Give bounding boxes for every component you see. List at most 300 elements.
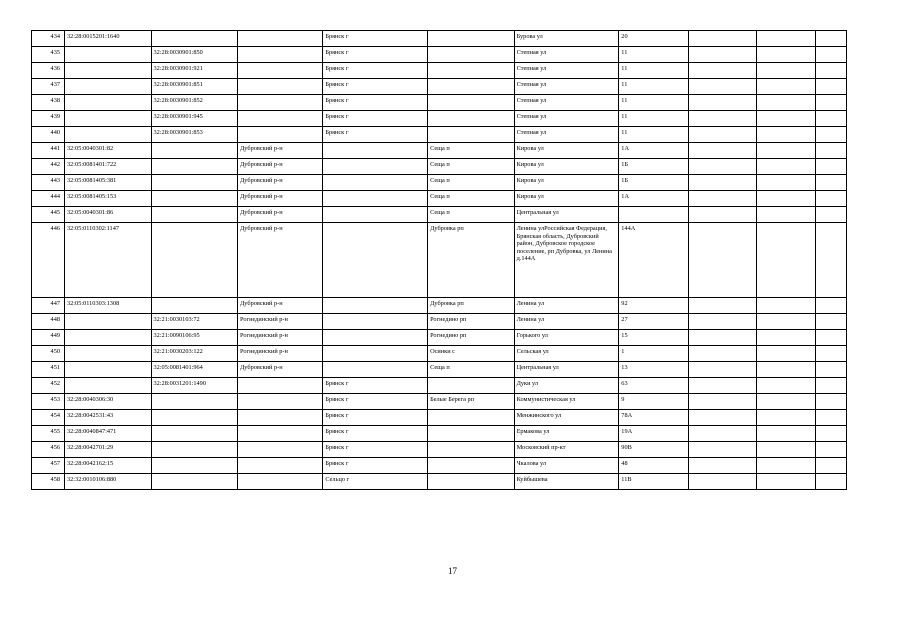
cell-city [323,223,428,298]
table-row [32,474,847,490]
cell-district: Рогнединский р-н [238,330,323,346]
table-row [32,207,847,223]
cell-extra-col-3 [816,47,847,63]
cell-house-number: 20 [619,31,688,47]
cell-house-number: 11 [619,47,688,63]
cell-house-number: 11В [619,474,688,490]
cell-city: Брянск г [323,31,428,47]
cell-cadastral-number: 32:32:0010106:880 [65,474,152,490]
cell-house-number: 13 [619,362,688,378]
table-row [32,191,847,207]
cell-district [238,47,323,63]
cell-city: Брянск г [323,410,428,426]
cell-street: Кирова ул [514,191,619,207]
cell-extra-col-3 [816,410,847,426]
cell-row-number: 446 [32,223,65,298]
table-row [32,47,847,63]
cell-street: Степная ул [514,95,619,111]
cell-extra-col-1 [688,362,756,378]
cell-settlement: Сеща п [428,159,515,175]
cell-city: Сельцо г [323,474,428,490]
cell-extra-col-3 [816,159,847,175]
cell-house-number: 144А [619,223,688,298]
cell-extra-col-2 [757,330,816,346]
cell-city: Брянск г [323,127,428,143]
cell-extra-col-2 [757,362,816,378]
cell-city [323,346,428,362]
cell-extra-col-3 [816,31,847,47]
cell-extra-col-3 [816,207,847,223]
cell-cadastral-number-2 [151,31,238,47]
cell-extra-col-2 [757,426,816,442]
cell-street: Центральная ул [514,207,619,223]
cell-district: Рогнединский р-н [238,314,323,330]
cell-row-number: 453 [32,394,65,410]
cell-cadastral-number-2 [151,191,238,207]
cell-settlement [428,79,515,95]
cell-cadastral-number [65,362,152,378]
cell-extra-col-2 [757,458,816,474]
cell-district: Дубровский р-н [238,362,323,378]
page-number: 17 [448,566,457,576]
cell-extra-col-2 [757,298,816,314]
cell-city [323,159,428,175]
table-row [32,410,847,426]
cell-extra-col-1 [688,63,756,79]
cell-extra-col-1 [688,127,756,143]
cell-extra-col-1 [688,442,756,458]
cell-cadastral-number-2: 32:28:0030901:851 [151,79,238,95]
cell-street: Кирова ул [514,143,619,159]
cell-row-number: 455 [32,426,65,442]
cell-city [323,207,428,223]
cell-street: Чкалова ул [514,458,619,474]
cell-extra-col-3 [816,346,847,362]
cell-settlement: Сеща п [428,207,515,223]
cell-house-number: 11 [619,127,688,143]
cell-street: Коммунистическая ул [514,394,619,410]
cell-extra-col-1 [688,474,756,490]
table-row [32,330,847,346]
cell-cadastral-number: 32:05:0081405:381 [65,175,152,191]
cell-extra-col-2 [757,143,816,159]
cell-row-number: 435 [32,47,65,63]
cell-settlement: Белые Берега рп [428,394,515,410]
cell-extra-col-3 [816,111,847,127]
cell-city [323,175,428,191]
table-row [32,143,847,159]
cell-row-number: 452 [32,378,65,394]
cell-extra-col-3 [816,426,847,442]
cell-cadastral-number [65,378,152,394]
cell-district [238,442,323,458]
cell-cadastral-number [65,79,152,95]
cell-house-number: 1А [619,191,688,207]
cell-settlement [428,127,515,143]
cell-extra-col-1 [688,95,756,111]
cell-settlement [428,63,515,79]
cell-row-number: 450 [32,346,65,362]
cell-cadastral-number: 32:28:0015201:1640 [65,31,152,47]
cell-street: Бурова ул [514,31,619,47]
cell-house-number: 15 [619,330,688,346]
cell-extra-col-3 [816,314,847,330]
cell-cadastral-number: 32:28:0040306:30 [65,394,152,410]
cell-house-number: 63 [619,378,688,394]
cell-street: Горького ул [514,330,619,346]
cell-extra-col-3 [816,127,847,143]
cell-street: Куйбышева [514,474,619,490]
cell-extra-col-2 [757,474,816,490]
cell-cadastral-number-2 [151,426,238,442]
cell-cadastral-number-2: 32:28:0030901:853 [151,127,238,143]
cell-cadastral-number: 32:28:0042162:15 [65,458,152,474]
table-row [32,298,847,314]
cell-cadastral-number-2: 32:28:0030901:945 [151,111,238,127]
table-row [32,362,847,378]
cell-cadastral-number-2 [151,298,238,314]
cell-extra-col-3 [816,330,847,346]
cell-house-number: 1 [619,346,688,362]
cell-street: Сельская ул [514,346,619,362]
cell-cadastral-number [65,47,152,63]
cell-settlement: Осинки с [428,346,515,362]
table-row [32,175,847,191]
cell-street: Ермакова ул [514,426,619,442]
cell-extra-col-2 [757,346,816,362]
cell-district: Дубровский р-н [238,207,323,223]
cell-cadastral-number: 32:05:0081405:153 [65,191,152,207]
table-row [32,223,847,298]
table-row [32,346,847,362]
cell-extra-col-3 [816,95,847,111]
cell-house-number: 48 [619,458,688,474]
cell-extra-col-2 [757,31,816,47]
cell-street: Степная ул [514,47,619,63]
cell-extra-col-2 [757,79,816,95]
cell-house-number: 11 [619,63,688,79]
cell-house-number: 27 [619,314,688,330]
table-row [32,426,847,442]
cell-cadastral-number: 32:05:0040301:82 [65,143,152,159]
cell-house-number: 1А [619,143,688,159]
table-row [32,394,847,410]
cell-district: Дубровский р-н [238,191,323,207]
cell-extra-col-3 [816,378,847,394]
cell-row-number: 457 [32,458,65,474]
cell-city: Брянск г [323,426,428,442]
cell-extra-col-1 [688,410,756,426]
cell-extra-col-1 [688,458,756,474]
cell-house-number: 11 [619,111,688,127]
cell-settlement [428,410,515,426]
cell-city: Брянск г [323,442,428,458]
cell-cadastral-number: 32:05:0110302:1147 [65,223,152,298]
cell-row-number: 441 [32,143,65,159]
cell-cadastral-number-2: 32:21:0090106:95 [151,330,238,346]
cell-settlement [428,458,515,474]
cell-house-number: 19А [619,426,688,442]
cell-row-number: 448 [32,314,65,330]
cell-cadastral-number [65,127,152,143]
cell-extra-col-3 [816,79,847,95]
cell-city: Брянск г [323,63,428,79]
cell-street: Дуки ул [514,378,619,394]
cell-city: Брянск г [323,378,428,394]
cell-house-number: 90В [619,442,688,458]
cell-cadastral-number [65,346,152,362]
cell-extra-col-3 [816,458,847,474]
cell-district: Дубровский р-н [238,298,323,314]
cell-extra-col-3 [816,191,847,207]
cell-extra-col-2 [757,394,816,410]
cell-cadastral-number: 32:05:0110303:1308 [65,298,152,314]
cell-extra-col-1 [688,111,756,127]
cell-extra-col-1 [688,79,756,95]
cell-row-number: 443 [32,175,65,191]
cell-district [238,378,323,394]
cell-extra-col-1 [688,143,756,159]
table-row [32,378,847,394]
cell-cadastral-number: 32:28:0040847:471 [65,426,152,442]
cell-extra-col-3 [816,223,847,298]
cell-cadastral-number: 32:05:0040301:86 [65,207,152,223]
register-table [31,30,847,490]
cell-extra-col-2 [757,378,816,394]
cell-cadastral-number: 32:28:0042531:43 [65,410,152,426]
cell-district [238,474,323,490]
cell-extra-col-3 [816,442,847,458]
cell-settlement: Сеща п [428,362,515,378]
cell-district: Дубровский р-н [238,143,323,159]
cell-district [238,458,323,474]
cell-district [238,63,323,79]
cell-row-number: 458 [32,474,65,490]
cell-street: Ленина ул [514,314,619,330]
cell-street: Степная ул [514,127,619,143]
cell-city [323,314,428,330]
table-row [32,127,847,143]
cell-cadastral-number [65,330,152,346]
cell-settlement [428,111,515,127]
cell-district: Дубровский р-н [238,175,323,191]
cell-district [238,127,323,143]
cell-settlement: Сеща п [428,143,515,159]
cell-district [238,111,323,127]
cell-extra-col-2 [757,63,816,79]
cell-row-number: 454 [32,410,65,426]
cell-cadastral-number-2 [151,442,238,458]
cell-settlement [428,47,515,63]
cell-extra-col-2 [757,410,816,426]
cell-extra-col-3 [816,175,847,191]
table-row [32,31,847,47]
cell-house-number: 9 [619,394,688,410]
table-row [32,111,847,127]
cell-district [238,79,323,95]
cell-cadastral-number-2: 32:28:0030901:852 [151,95,238,111]
cell-row-number: 449 [32,330,65,346]
cell-cadastral-number-2 [151,207,238,223]
cell-extra-col-3 [816,362,847,378]
cell-house-number: 1Б [619,175,688,191]
cell-settlement: Рогнедино рп [428,330,515,346]
table-row [32,95,847,111]
cell-cadastral-number-2: 32:05:0081401:964 [151,362,238,378]
cell-cadastral-number: 32:05:0081401:722 [65,159,152,175]
cell-settlement: Дубровка рп [428,223,515,298]
cell-cadastral-number-2 [151,223,238,298]
cell-street: Московский пр-кт [514,442,619,458]
cell-city: Брянск г [323,458,428,474]
cell-cadastral-number-2 [151,394,238,410]
cell-cadastral-number [65,63,152,79]
cell-cadastral-number: 32:28:0042701:29 [65,442,152,458]
cell-settlement: Сеща п [428,191,515,207]
cell-settlement [428,95,515,111]
cell-extra-col-3 [816,143,847,159]
cell-cadastral-number [65,314,152,330]
cell-settlement [428,442,515,458]
cell-city [323,330,428,346]
cell-extra-col-2 [757,111,816,127]
cell-street: Степная ул [514,79,619,95]
cell-city [323,362,428,378]
cell-extra-col-2 [757,442,816,458]
cell-settlement: Рогнедино рп [428,314,515,330]
cell-row-number: 451 [32,362,65,378]
cell-extra-col-2 [757,95,816,111]
cell-district [238,410,323,426]
cell-extra-col-1 [688,314,756,330]
cell-row-number: 440 [32,127,65,143]
table-row [32,314,847,330]
cell-city [323,298,428,314]
cell-street: Менжинского ул [514,410,619,426]
table-row [32,442,847,458]
cell-extra-col-1 [688,426,756,442]
cell-extra-col-1 [688,31,756,47]
cell-district [238,426,323,442]
cell-row-number: 442 [32,159,65,175]
cell-house-number: 11 [619,95,688,111]
cell-extra-col-3 [816,394,847,410]
cell-extra-col-2 [757,314,816,330]
cell-extra-col-1 [688,330,756,346]
table-row [32,159,847,175]
cell-cadastral-number [65,111,152,127]
cell-cadastral-number [65,95,152,111]
cell-house-number: 11 [619,79,688,95]
cell-row-number: 436 [32,63,65,79]
cell-city: Брянск г [323,47,428,63]
cell-street: Степная ул [514,111,619,127]
cell-cadastral-number-2 [151,175,238,191]
table-row [32,63,847,79]
cell-city: Брянск г [323,394,428,410]
cell-extra-col-1 [688,159,756,175]
cell-extra-col-1 [688,298,756,314]
cell-row-number: 437 [32,79,65,95]
cell-row-number: 444 [32,191,65,207]
cell-extra-col-1 [688,346,756,362]
cell-district [238,95,323,111]
cell-cadastral-number-2: 32:28:0030901:921 [151,63,238,79]
cell-row-number: 445 [32,207,65,223]
cell-extra-col-1 [688,223,756,298]
cell-cadastral-number-2 [151,410,238,426]
cell-extra-col-1 [688,47,756,63]
cell-settlement: Сеща п [428,175,515,191]
cell-street: Центральная ул [514,362,619,378]
cell-row-number: 447 [32,298,65,314]
table-body [32,31,847,490]
cell-cadastral-number-2: 32:21:0030103:72 [151,314,238,330]
cell-city: Брянск г [323,95,428,111]
cell-cadastral-number-2 [151,458,238,474]
cell-extra-col-2 [757,175,816,191]
cell-cadastral-number-2 [151,143,238,159]
cell-settlement: Дубровка рп [428,298,515,314]
cell-extra-col-1 [688,394,756,410]
cell-cadastral-number-2: 32:28:0031201:1490 [151,378,238,394]
cell-street: Степная ул [514,63,619,79]
cell-extra-col-1 [688,207,756,223]
cell-district [238,394,323,410]
cell-district: Рогнединский р-н [238,346,323,362]
cell-cadastral-number-2: 32:21:0030203:122 [151,346,238,362]
cell-extra-col-1 [688,378,756,394]
cell-extra-col-2 [757,127,816,143]
cell-street: Ленина ул [514,298,619,314]
cell-city: Брянск г [323,111,428,127]
cell-street: Кирова ул [514,159,619,175]
cell-extra-col-1 [688,191,756,207]
cell-row-number: 438 [32,95,65,111]
table-row [32,79,847,95]
cell-extra-col-2 [757,47,816,63]
cell-settlement [428,474,515,490]
cell-extra-col-3 [816,298,847,314]
cell-settlement [428,378,515,394]
cell-city [323,143,428,159]
cell-street: Кирова ул [514,175,619,191]
cell-house-number [619,207,688,223]
cell-extra-col-1 [688,175,756,191]
cell-district [238,31,323,47]
cell-settlement [428,31,515,47]
cell-settlement [428,426,515,442]
cell-cadastral-number-2 [151,159,238,175]
cell-extra-col-2 [757,207,816,223]
cell-street: Ленина улРоссийская Федерация, Брянская область, Дубровский район, Дубровское городское поселение, рп Дубровка, ул Ленина д.144А [514,223,619,298]
cell-house-number: 78А [619,410,688,426]
cell-row-number: 434 [32,31,65,47]
cell-city [323,191,428,207]
cell-extra-col-2 [757,191,816,207]
cell-district: Дубровский р-н [238,159,323,175]
cell-cadastral-number-2: 32:28:0030901:850 [151,47,238,63]
cell-extra-col-2 [757,159,816,175]
cell-extra-col-3 [816,63,847,79]
cell-row-number: 439 [32,111,65,127]
cell-cadastral-number-2 [151,474,238,490]
table-row [32,458,847,474]
cell-city: Брянск г [323,79,428,95]
cell-extra-col-3 [816,474,847,490]
cell-row-number: 456 [32,442,65,458]
cell-extra-col-2 [757,223,816,298]
